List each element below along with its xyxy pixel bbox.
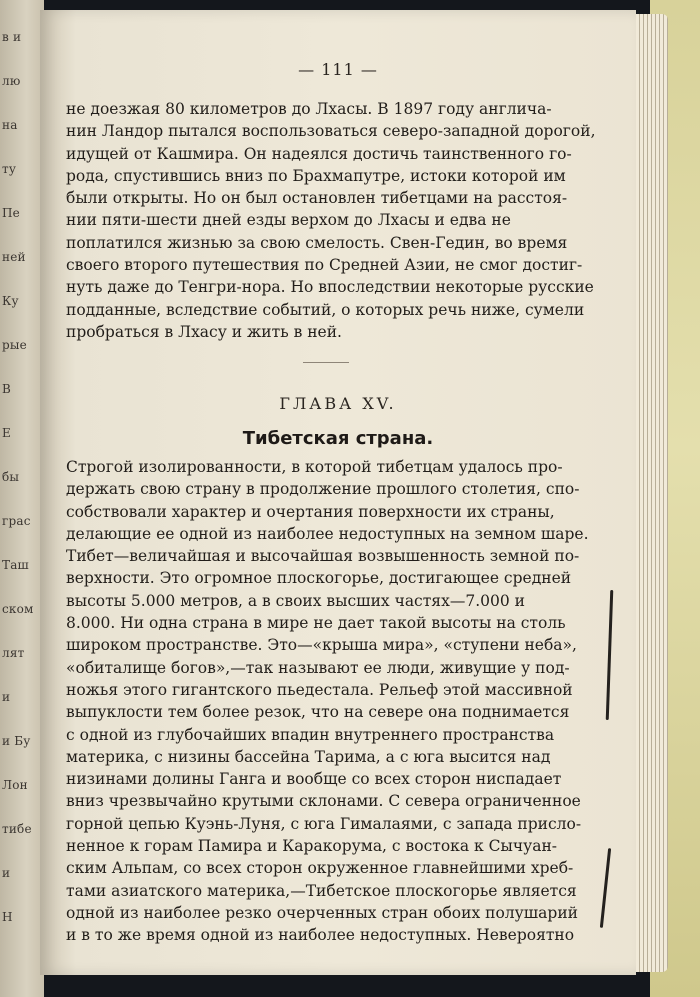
text-line: Тибет—величайшая и высочайшая возвышенность земной по- [66, 547, 580, 566]
previous-page-text-fragment: на [2, 118, 18, 132]
previous-page-text-fragment: ском [2, 602, 34, 616]
text-line: нин Ландор пытался воспользоваться северо-западной дорогой, [66, 122, 596, 141]
section-separator [303, 362, 349, 363]
text-line: поплатился жизнью за свою смелость. Свен-Гедин, во время [66, 233, 568, 252]
text-line: верхности. Это огромное плоскогорье, достигающее средней [66, 569, 572, 588]
text-line: и в то же время одной из наиболее недоступных. Невероятно [66, 926, 575, 945]
text-line: нии пяти-шести дней езды верхом до Лхасы и едва не [66, 211, 511, 230]
text-line: были открыты. Но он был остановлен тибетцами на расстоя- [66, 189, 568, 208]
text-line: держать свою страну в продолжение прошлого столетия, спо- [66, 480, 580, 499]
pencil-margin-mark [606, 590, 614, 720]
text-line: делающие ее одной из наиболее недоступных на земном шаре. [66, 524, 589, 543]
text-line: ненное к горам Памира и Каракорума, с востока к Сычуан- [66, 837, 558, 856]
page-edges [632, 14, 668, 972]
previous-page-text-fragment: Лон [2, 778, 28, 792]
previous-page-edge [0, 0, 44, 997]
previous-page-text-fragment: Н [2, 910, 13, 924]
previous-page-text-fragment: и Бу [2, 734, 31, 748]
text-line: низинами долины Ганга и вообще со всех сторон ниспадает [66, 770, 562, 789]
text-line: с одной из глубочайших впадин внутреннего пространства [66, 725, 555, 744]
text-line: идущей от Кашмира. Он надеялся достичь таинственного го- [66, 144, 572, 163]
text-line: рода, спустившись вниз по Брахмапутре, истоки которой им [66, 166, 566, 185]
text-line: нуть даже до Тенгри-нора. Но впоследствии некоторые русские [66, 278, 594, 297]
text-line: вниз чрезвычайно крутыми склонами. С севера ограниченное [66, 792, 581, 811]
previous-page-text-fragment: Пе [2, 206, 20, 220]
text-line: ножья этого гигантского пьедестала. Рельеф этой массивной [66, 680, 573, 699]
text-line: собствовали характер и очертания поверхности их страны, [66, 502, 555, 521]
previous-page-text-fragment: ней [2, 250, 26, 264]
previous-page-text-fragment: лю [2, 74, 21, 88]
previous-page-text-fragment: и [2, 866, 11, 880]
text-line: горной цепью Куэнь-Луня, с юга Гималаями, с запада присло- [66, 814, 582, 833]
previous-page-text-fragment: и [2, 690, 11, 704]
text-line: тами азиатского материка,—Тибетское плоскогорье является [66, 881, 577, 900]
text-line: материка, с низины бассейна Тарима, а с юга высится над [66, 747, 551, 766]
previous-page-text-fragment: Ку [2, 294, 19, 308]
previous-page-text-fragment: Таш [2, 558, 29, 572]
chapter-heading: ГЛАВА XV. [279, 394, 397, 413]
text-line: Строгой изолированности, в которой тибетцам удалось про- [66, 458, 563, 476]
text-line: не доезжая 80 километров до Лхасы. В 1897 году англича- [66, 100, 552, 118]
previous-page-text-fragment: лят [2, 646, 25, 660]
previous-page-text-fragment: тибе [2, 822, 32, 836]
chapter-paragraph [66, 456, 606, 947]
previous-page-text-fragment: грас [2, 514, 31, 528]
text-line: ским Альпам, со всех сторон окруженное главнейшими хреб- [66, 859, 574, 878]
previous-page-text-fragment: в и [2, 30, 22, 44]
previous-page-text-fragment: рые [2, 338, 27, 352]
text-line: подданные, вследствие событий, о которых речь ниже, сумели [66, 300, 585, 319]
previous-page-text-fragment: В [2, 382, 12, 396]
text-line: одной из наиболее резко очерченных стран обоих полушарий [66, 903, 578, 922]
text-line: пробраться в Лхасу и жить в ней. [66, 322, 342, 341]
text-line: своего второго путешествия по Средней Азии, не смог достиг- [66, 256, 583, 275]
page-number: — 111 — [298, 60, 378, 79]
book-page [40, 10, 636, 975]
text-line: выпуклости тем более резок, что на севере она поднимается [66, 703, 570, 722]
chapter-title: Тибетская страна. [242, 428, 434, 449]
text-line: высоты 5.000 метров, а в своих высших частях—7.000 и [66, 591, 525, 610]
previous-page-text-fragment: Е [2, 426, 11, 440]
previous-page-text-fragment: ту [2, 162, 17, 176]
text-line: широком пространстве. Это—«крыша мира», «ступени неба», [66, 636, 577, 655]
paragraph-continued [66, 98, 606, 343]
previous-page-text-fragment: бы [2, 470, 20, 484]
text-line: 8.000. Ни одна страна в мире не дает такой высоты на столь [66, 614, 566, 633]
text-line: «обиталище богов»,—так называют ее люди, живущие у под- [66, 658, 570, 677]
